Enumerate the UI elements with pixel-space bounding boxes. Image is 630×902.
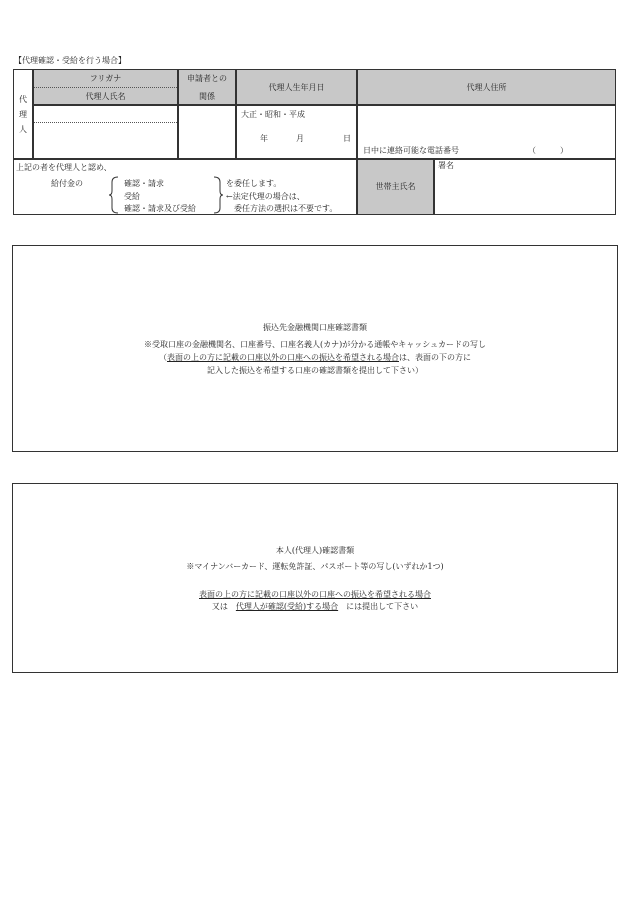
year-label: 年 xyxy=(260,134,268,143)
householder-label: 世帯主氏名 xyxy=(375,182,416,191)
signature-cell[interactable] xyxy=(434,159,616,215)
id-doc-line2 xyxy=(13,590,617,600)
month-label: 月 xyxy=(296,134,304,143)
birth-header: 代理人生年月日 xyxy=(268,83,325,92)
furigana-header: フリガナ xyxy=(89,74,122,83)
name-input-cell[interactable] xyxy=(33,105,178,159)
bank-doc-underlined: 表面の上の方に記載の口座以外の口座への振込を希望される場合 xyxy=(167,353,399,362)
phone-label: 日中に連絡可能な電話番号 xyxy=(363,146,459,155)
entrust-text: を委任します。 xyxy=(226,179,282,188)
relation-header-line2: 関係 xyxy=(199,92,215,101)
side-char-3: 人 xyxy=(19,125,27,134)
day-label: 日 xyxy=(343,134,351,143)
bank-doc-title: 振込先金融機関口座確認書類 xyxy=(263,323,367,332)
legal-note-line1: ←法定代理の場合は、 xyxy=(226,192,305,201)
bank-doc-line3: 記入した振込を希望する口座の確認書類を提出して下さい） xyxy=(207,366,423,375)
side-char-1: 代 xyxy=(19,95,27,104)
id-doc-line1: ※マイナンバーカード、運転免許証、パスポート等の写し(いずれか1つ) xyxy=(186,562,444,571)
left-brace-icon xyxy=(108,176,120,214)
option-receive[interactable]: 受給 xyxy=(124,192,140,201)
id-doc-line3: 又は 代理人が確認(受給)する場合 には提出して下さい xyxy=(211,602,419,611)
id-doc-box xyxy=(12,483,618,673)
relation-header-line1: 申請者との xyxy=(187,74,227,83)
signature-label: 署名 xyxy=(438,161,454,170)
section-title: 【代理確認・受給を行う場合】 xyxy=(14,56,126,65)
right-brace-icon xyxy=(212,176,224,214)
delegation-line1: 上記の者を代理人と認め、 xyxy=(16,163,112,172)
name-furigana-divider xyxy=(34,122,177,123)
id-doc-title: 本人(代理人)確認書類 xyxy=(275,546,355,555)
benefit-label: 給付金の xyxy=(51,179,83,188)
phone-parens: （ ） xyxy=(528,146,568,155)
bank-doc-line2: （表面の上の方に記載の口座以外の口座への振込を希望される場合は、表面の下の方に xyxy=(159,353,471,362)
address-header: 代理人住所 xyxy=(466,83,507,92)
furigana-divider xyxy=(34,87,177,88)
id-doc-underlined-1: 表面の上の方に記載の口座以外の口座への振込を希望される場合 xyxy=(199,590,431,599)
bank-doc-box xyxy=(12,245,618,452)
era-options: 大正・昭和・平成 xyxy=(241,110,305,119)
relation-input-cell[interactable] xyxy=(178,105,236,159)
legal-note-line2: 委任方法の選択は不要です。 xyxy=(234,204,338,213)
option-confirm-claim-receive[interactable]: 確認・請求及び受給 xyxy=(124,204,196,213)
side-char-2: 理 xyxy=(19,110,27,119)
option-confirm-claim[interactable]: 確認・請求 xyxy=(124,179,164,188)
name-header: 代理人氏名 xyxy=(85,92,126,101)
id-doc-underlined-2: 代理人が確認(受給)する場合 xyxy=(235,602,339,611)
bank-doc-line1: ※受取口座の金融機関名、口座番号、口座名義人(カナ)が分かる通帳やキャッシュカードの写し xyxy=(143,340,487,349)
